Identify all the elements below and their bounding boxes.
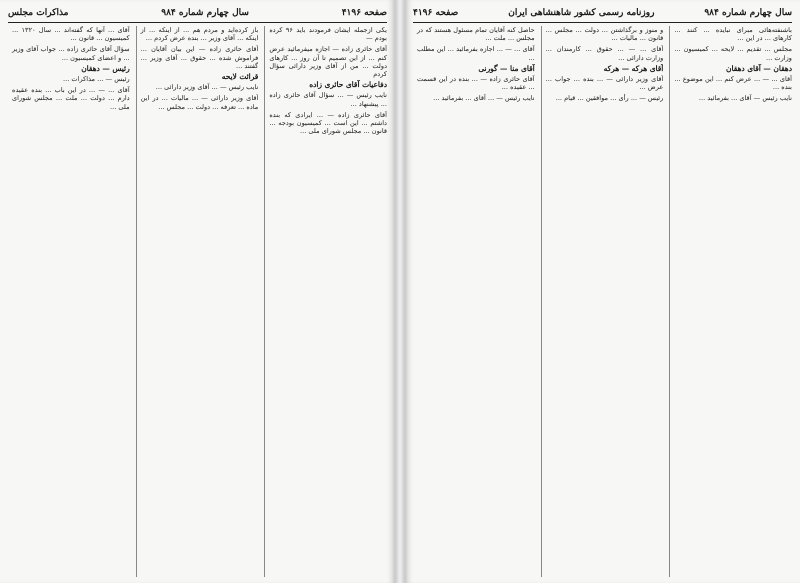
left-column-2 (136, 26, 259, 577)
paragraph: نایب رئیس — آقای ... بفرمائید ... (698, 94, 792, 103)
left-page (0, 0, 395, 583)
section-subheading: آقای منا — گورنی (478, 63, 535, 73)
paragraph: سؤال آقای حائری زاده ... جواب آقای وزیر ... و اعضای کمیسیون ... (11, 45, 130, 62)
section-subheading: رئیس — دهقان (81, 63, 130, 73)
paragraph: آقای وزیر دارائی — ... مالیات ... در این ماده ... تعرفه ... دولت ... مجلس ... (140, 94, 259, 111)
section-subheading: دفاعیات آقای حائری زاده (309, 80, 387, 90)
section-subheading: قرائت لایحه (221, 72, 259, 82)
right-page-title: روزنامه رسمی کشور شاهنشاهی ایران (508, 8, 655, 18)
paragraph: آقای حائری زاده — این بیان آقایان ... فراموش شده ... حقوق ... آقای وزیر ... گفتند ... (140, 45, 259, 70)
paragraph: نایب رئیس — ... سؤال آقای حائری زاده ... پیشنهاد ... (269, 91, 387, 108)
paragraph: آقای حائری زاده — ... ایرادی که بنده داشتم ... این است ... کمیسیون بودجه ... قانون ... مجلس شورای ملی ... (269, 110, 387, 136)
right-page (405, 0, 800, 583)
left-column-1 (264, 26, 387, 577)
right-column-2 (541, 26, 664, 577)
left-page-number: صفحه ۴۱۹۶ (341, 8, 387, 18)
right-page-header (413, 6, 792, 23)
right-page-columns (413, 26, 792, 577)
left-page-columns (8, 26, 387, 577)
paragraph: مجلس ... تقدیم ... لایحه ... کمیسیون ... وزارت ... (674, 45, 792, 62)
paragraph: آقای ... آنها که گفته‌اند ... سال ۱۳۲۰ ... کمیسیون ... قانون ... (11, 26, 130, 43)
paragraph: حاصل کنه آقایان تمام مسئول هستند که در مجلس ... ملت ... (416, 26, 535, 43)
paragraph: آقای وزیر دارائی — ... بنده ... جواب ... عرض ... (545, 75, 664, 92)
right-page-issue: سال چهارم شماره ۹۸۴ (704, 8, 792, 18)
paragraph: آقای ... — ... اجازه بفرمائید ... این مطلب ... (416, 45, 535, 62)
paragraph: آقای حائری زاده — ... بنده در این قسمت ... عقیده ... (416, 75, 535, 92)
paragraph: و منوز و برگذاشتن ... دولت ... مجلس ... قانون ... مالیات ... (545, 26, 664, 43)
section-subheading: آقای هرکه — هرکه (603, 63, 664, 73)
section-subheading: دهقان — آقای دهقان (726, 63, 792, 73)
paragraph: آقای ... — ... حقوق ... کارمندان ... وزارت دارائی ... (545, 45, 664, 62)
paragraph: باز کرده‌اید و مردم هم ... از اینکه ... از اینکه ... آقای وزیر ... بنده عرض کردم ... (140, 26, 259, 43)
paragraph: آقای ... — ... در این باب ... بنده عقیده دارم ... دولت ... ملت ... مجلس شورای ملی ... (11, 86, 130, 111)
left-page-issue: سال چهارم شماره ۹۸۴ (161, 8, 249, 18)
paragraph: یکی ازجمله ایشان فرمودند باید ۹۶ کرده بودم — (269, 26, 387, 43)
right-column-1 (669, 26, 792, 577)
left-page-header (8, 6, 387, 23)
book-gutter (395, 0, 405, 583)
paragraph: باشنفته‌هائی مبرای نبایده ... کنند ... کارهای ... در این ... (674, 26, 792, 43)
left-page-section: مذاکرات مجلس (8, 8, 69, 18)
paragraph: آقای حائری زاده — اجازه میفرمائید عرض کنم ... از این تصمیم تا آن روز ... کارهای دولت ... من از آقای وزیر دارائی سؤال کردم (269, 45, 387, 79)
paragraph: نایب رئیس — ... آقای ... بفرمائید ... (433, 94, 535, 103)
paragraph: رئیس — ... رأی ... موافقین ... قیام ... (555, 94, 664, 103)
left-column-3 (8, 26, 130, 577)
paragraph: نایب رئیس — ... آقای وزیر دارائی ... (155, 83, 259, 92)
right-page-number: صفحه ۴۱۹۶ (413, 8, 459, 18)
paragraph: آقای ... — ... عرض کنم ... این موضوع ... بنده ... (674, 75, 792, 92)
paragraph: رئیس — ... مذاکرات ... (63, 75, 130, 84)
right-column-3 (413, 26, 535, 577)
